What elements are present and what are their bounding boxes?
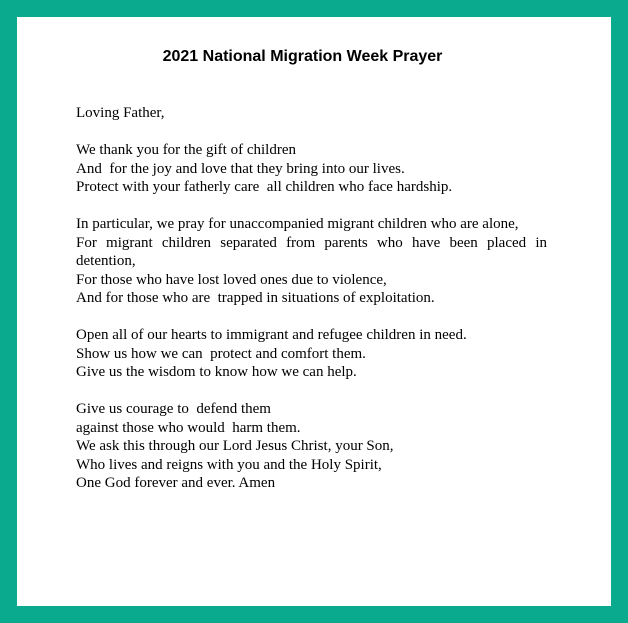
salutation: Loving Father, [76, 105, 165, 121]
stanza-gap [76, 123, 547, 142]
stanza-gap [76, 197, 547, 216]
page-title: 2021 National Migration Week Prayer [162, 48, 443, 65]
stanza-gap [76, 308, 547, 327]
prayer-line: Open all of our hearts to immigrant and refugee children in need. [76, 327, 467, 343]
stanza-gap [76, 382, 547, 401]
prayer-line: For those who have lost loved ones due to violence, [76, 271, 387, 288]
prayer-line: We thank you for the gift of children [76, 142, 296, 158]
prayer-line: For migrant children separated from parents who have been placed in [76, 234, 547, 251]
prayer-line: Protect with your fatherly care all children who face hardship. [76, 179, 453, 195]
prayer-line: Show us how we can protect and comfort them. [76, 345, 366, 362]
prayer-line: Give us courage to defend them [76, 401, 271, 417]
prayer-line: against those who would harm them. [76, 419, 301, 436]
prayer-line: In particular, we pray for unaccompanied migrant children who are alone, [76, 216, 519, 232]
prayer-line: And for the joy and love that they bring into our lives. [76, 160, 405, 177]
prayer-line: We ask this through our Lord Jesus Christ, your Son, [76, 438, 394, 454]
prayer-line: Give us the wisdom to know how we can help. [76, 364, 357, 380]
prayer-line: detention, [76, 253, 136, 269]
prayer-line: And for those who are trapped in situations of exploitation. [76, 290, 435, 306]
prayer-line: Who lives and reigns with you and the Holy Spirit, [76, 456, 382, 473]
prayer-text [76, 104, 547, 493]
prayer-card [17, 17, 611, 606]
prayer-line: One God forever and ever. Amen [76, 475, 276, 491]
